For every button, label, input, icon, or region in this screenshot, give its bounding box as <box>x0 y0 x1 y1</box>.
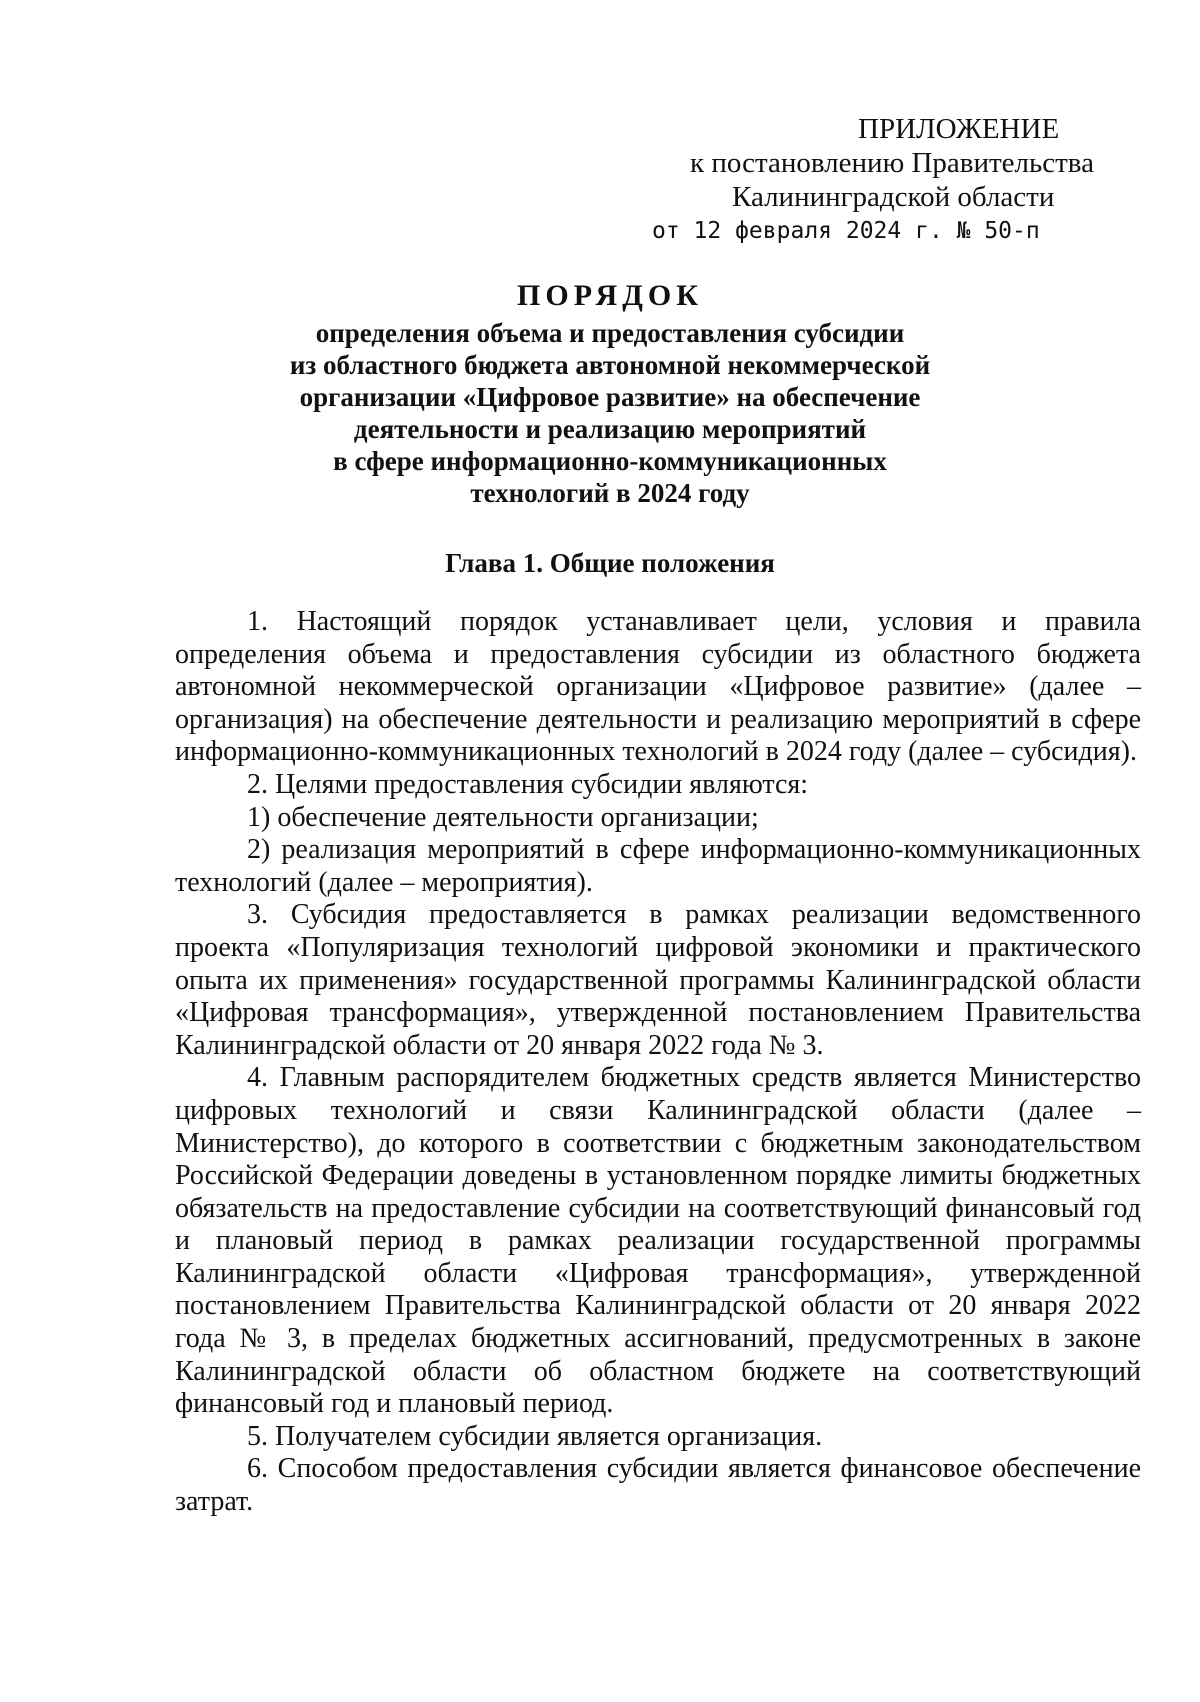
subtitle-line: из областного бюджета автономной некоммерческой <box>289 350 931 380</box>
appendix-label: ПРИЛОЖЕНИЕ <box>858 113 1060 145</box>
paragraph-3: 3. Субсидия предоставляется в рамках реализации ведомственного проекта «Популяризация технологий цифровой экономики и практического опыта их применения» государственной программы Калининградской области «Цифровая трансформация», утвержденной постановлением Правительства Калининградской области от 20 января 2022 года № 3. <box>175 899 1141 1061</box>
body-text <box>175 606 1141 1519</box>
subtitle-line: технологий в 2024 году <box>470 478 750 508</box>
subtitle-line: деятельности и реализацию мероприятий <box>353 414 867 444</box>
subtitle-line: в сфере информационно-коммуникационных <box>333 446 887 476</box>
subtitle-line: определения объема и предоставления субсидии <box>315 318 905 348</box>
document-title-block <box>160 277 1060 509</box>
paragraph-6: 6. Способом предоставления субсидии является финансовое обеспечение затрат. <box>175 1453 1141 1518</box>
appendix-region: Калининградской области <box>732 181 1055 213</box>
paragraph-2: 2. Целями предоставления субсидии являются: <box>247 768 809 800</box>
paragraph-2-item-2: 2) реализация мероприятий в сфере информационно-коммуникационных технологий (далее – мероприятия). <box>175 834 1141 898</box>
chapter-heading: Глава 1. Общие положения <box>445 548 775 578</box>
document-title: ПОРЯДОК <box>517 279 703 312</box>
subtitle-line: организации «Цифровое развитие» на обеспечение <box>299 382 921 412</box>
paragraph-4: 4. Главным распорядителем бюджетных средств является Министерство цифровых технологий и связи Калининградской области (далее – Министерство), до которого в соответствии с бюджетным законодательством Российской Федерации доведены в установленном порядке лимиты бюджетных обязательств на предоставление субсидии на соответствующий финансовый год и плановый период в рамках реализации государственной программы Калининградской области «Цифровая трансформация», утвержденной постановлением Правительства Калининградской области от 20 января 2022 года № 3, в пределах бюджетных ассигнований, предусмотренных в законе Калининградской области об областном бюджете на соответствующий финансовый год и плановый период. <box>175 1062 1141 1420</box>
appendix-reference: к постановлению Правительства <box>690 147 1094 179</box>
appendix-header <box>652 112 1140 248</box>
paragraph-1: 1. Настоящий порядок устанавливает цели, условия и правила определения объема и предоставления субсидии из областного бюджета автономной некоммерческой организации «Цифровое развитие» (далее – организация) на обеспечение деятельности и реализацию мероприятий в сфере информационно-коммуникационных технологий в 2024 году (далее – субсидия). <box>175 606 1141 768</box>
paragraph-5: 5. Получателем субсидии является организация. <box>247 1420 823 1452</box>
appendix-date-number: от 12 февраля 2024 г. № 50-п <box>652 218 1040 244</box>
paragraph-2-item-1: 1) обеспечение деятельности организации; <box>247 801 759 833</box>
